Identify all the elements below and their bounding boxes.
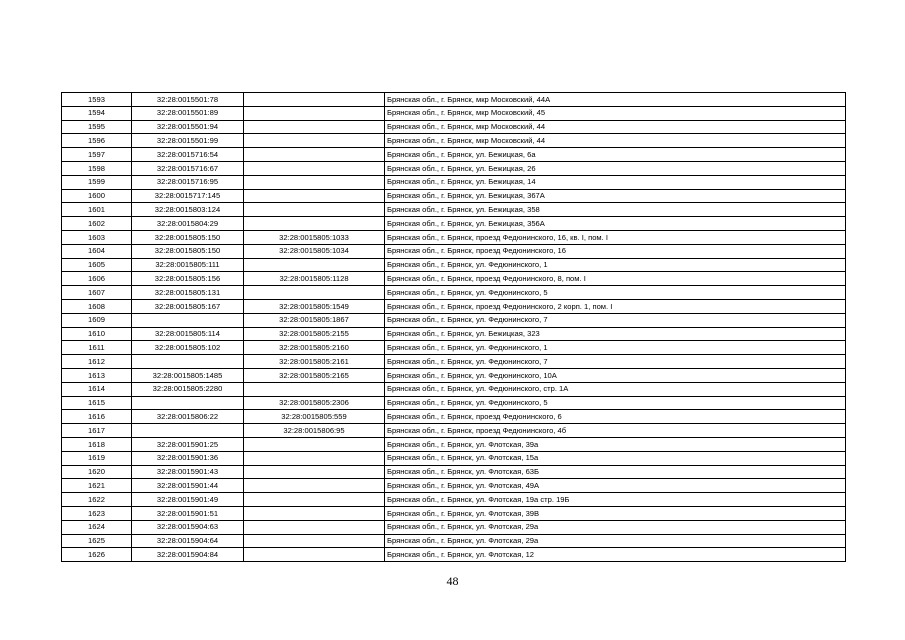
premises-cadastral-number-cell: 32:28:0015805:2160 — [244, 341, 385, 355]
cadastral-number-cell: 32:28:0015805:167 — [132, 299, 244, 313]
table-row — [62, 313, 846, 327]
cadastral-number-cell: 32:28:0015804:29 — [132, 217, 244, 231]
cadastral-number-cell: 32:28:0015501:89 — [132, 106, 244, 120]
premises-cadastral-number-cell — [244, 106, 385, 120]
row-number-cell: 1607 — [62, 286, 132, 300]
table-row — [62, 341, 846, 355]
cadastral-number-cell: 32:28:0015901:49 — [132, 493, 244, 507]
premises-cadastral-number-cell — [244, 258, 385, 272]
row-number-cell: 1602 — [62, 217, 132, 231]
row-number-cell: 1626 — [62, 548, 132, 562]
table-row — [62, 217, 846, 231]
premises-cadastral-number-cell: 32:28:0015805:1549 — [244, 299, 385, 313]
row-number-cell: 1603 — [62, 230, 132, 244]
address-cell: Брянская обл., г. Брянск, ул. Флотская, 29а — [385, 534, 846, 548]
address-cell: Брянская обл., г. Брянск, мкр Московский, 44А — [385, 93, 846, 107]
cadastral-number-cell: 32:28:0015904:63 — [132, 520, 244, 534]
premises-cadastral-number-cell — [244, 203, 385, 217]
page-number: 48 — [446, 574, 459, 588]
cadastral-number-cell: 32:28:0015806:22 — [132, 410, 244, 424]
address-cell: Брянская обл., г. Брянск, мкр Московский, 44 — [385, 134, 846, 148]
address-cell: Брянская обл., г. Брянск, ул. Флотская, 39а — [385, 437, 846, 451]
address-cell: Брянская обл., г. Брянск, ул. Флотская, 12 — [385, 548, 846, 562]
cadastral-number-cell: 32:28:0015901:44 — [132, 479, 244, 493]
row-number-cell: 1609 — [62, 313, 132, 327]
premises-cadastral-number-cell — [244, 437, 385, 451]
table-row — [62, 299, 846, 313]
cadastral-number-cell: 32:28:0015501:78 — [132, 93, 244, 107]
row-number-cell: 1598 — [62, 161, 132, 175]
premises-cadastral-number-cell — [244, 217, 385, 231]
premises-cadastral-number-cell — [244, 120, 385, 134]
cadastral-number-cell: 32:28:0015805:150 — [132, 230, 244, 244]
premises-cadastral-number-cell: 32:28:0015805:1867 — [244, 313, 385, 327]
table-row — [62, 106, 846, 120]
table-row — [62, 161, 846, 175]
cadastral-number-cell: 32:28:0015904:64 — [132, 534, 244, 548]
row-number-cell: 1614 — [62, 382, 132, 396]
address-cell: Брянская обл., г. Брянск, ул. Федюнинского, стр. 1А — [385, 382, 846, 396]
premises-cadastral-number-cell — [244, 451, 385, 465]
address-cell: Брянская обл., г. Брянск, ул. Бежицкая, 6а — [385, 148, 846, 162]
cadastral-number-cell: 32:28:0015805:131 — [132, 286, 244, 300]
table-row — [62, 451, 846, 465]
premises-cadastral-number-cell — [244, 534, 385, 548]
row-number-cell: 1617 — [62, 424, 132, 438]
cadastral-number-cell: 32:28:0015805:156 — [132, 272, 244, 286]
address-cell: Брянская обл., г. Брянск, мкр Московский, 44 — [385, 120, 846, 134]
row-number-cell: 1625 — [62, 534, 132, 548]
row-number-cell: 1608 — [62, 299, 132, 313]
table-row — [62, 272, 846, 286]
address-cell: Брянская обл., г. Брянск, ул. Федюнинского, 1 — [385, 341, 846, 355]
row-number-cell: 1611 — [62, 341, 132, 355]
address-cell: Брянская обл., г. Брянск, ул. Флотская, 39В — [385, 506, 846, 520]
premises-cadastral-number-cell: 32:28:0015805:2161 — [244, 355, 385, 369]
row-number-cell: 1605 — [62, 258, 132, 272]
premises-cadastral-number-cell: 32:28:0015806:95 — [244, 424, 385, 438]
address-cell: Брянская обл., г. Брянск, проезд Федюнинского, 8, пом. I — [385, 272, 846, 286]
table-row — [62, 230, 846, 244]
address-cell: Брянская обл., г. Брянск, ул. Федюнинского, 5 — [385, 286, 846, 300]
premises-cadastral-number-cell — [244, 161, 385, 175]
premises-cadastral-number-cell — [244, 548, 385, 562]
cadastral-number-cell: 32:28:0015805:111 — [132, 258, 244, 272]
address-cell: Брянская обл., г. Брянск, ул. Федюнинского, 10А — [385, 368, 846, 382]
row-number-cell: 1622 — [62, 493, 132, 507]
row-number-cell: 1624 — [62, 520, 132, 534]
address-cell: Брянская обл., г. Брянск, ул. Флотская, 15а — [385, 451, 846, 465]
table-row — [62, 258, 846, 272]
table-row — [62, 520, 846, 534]
premises-cadastral-number-cell: 32:28:0015805:559 — [244, 410, 385, 424]
cadastral-number-cell — [132, 424, 244, 438]
cadastral-number-cell: 32:28:0015716:67 — [132, 161, 244, 175]
cadastral-number-cell: 32:28:0015904:84 — [132, 548, 244, 562]
premises-cadastral-number-cell: 32:28:0015805:2165 — [244, 368, 385, 382]
table-row — [62, 424, 846, 438]
premises-cadastral-number-cell: 32:28:0015805:1033 — [244, 230, 385, 244]
address-cell: Брянская обл., г. Брянск, ул. Бежицкая, 358 — [385, 203, 846, 217]
address-cell: Брянская обл., г. Брянск, ул. Федюнинского, 7 — [385, 355, 846, 369]
address-cell: Брянская обл., г. Брянск, ул. Бежицкая, 367А — [385, 189, 846, 203]
table-row — [62, 148, 846, 162]
table-row — [62, 134, 846, 148]
row-number-cell: 1593 — [62, 93, 132, 107]
row-number-cell: 1595 — [62, 120, 132, 134]
premises-cadastral-number-cell: 32:28:0015805:2306 — [244, 396, 385, 410]
cadastral-number-cell: 32:28:0015805:2280 — [132, 382, 244, 396]
address-cell: Брянская обл., г. Брянск, ул. Федюнинского, 7 — [385, 313, 846, 327]
table-row — [62, 175, 846, 189]
row-number-cell: 1615 — [62, 396, 132, 410]
address-cell: Брянская обл., г. Брянск, ул. Флотская, 29а — [385, 520, 846, 534]
row-number-cell: 1621 — [62, 479, 132, 493]
table-row — [62, 382, 846, 396]
address-cell: Брянская обл., г. Брянск, ул. Бежицкая, 26 — [385, 161, 846, 175]
premises-cadastral-number-cell — [244, 189, 385, 203]
table-row — [62, 355, 846, 369]
row-number-cell: 1616 — [62, 410, 132, 424]
cadastral-number-cell — [132, 355, 244, 369]
premises-cadastral-number-cell: 32:28:0015805:2155 — [244, 327, 385, 341]
row-number-cell: 1594 — [62, 106, 132, 120]
address-cell: Брянская обл., г. Брянск, проезд Федюнинского, 16 — [385, 244, 846, 258]
address-cell: Брянская обл., г. Брянск, ул. Федюнинского, 1 — [385, 258, 846, 272]
cadastral-number-cell: 32:28:0015501:94 — [132, 120, 244, 134]
address-cell: Брянская обл., г. Брянск, проезд Федюнинского, 16, кв. I, пом. I — [385, 230, 846, 244]
table-row — [62, 368, 846, 382]
cadastral-number-cell — [132, 313, 244, 327]
cadastral-number-cell: 32:28:0015805:102 — [132, 341, 244, 355]
row-number-cell: 1604 — [62, 244, 132, 258]
cadastral-number-cell: 32:28:0015716:54 — [132, 148, 244, 162]
address-cell: Брянская обл., г. Брянск, ул. Флотская, 49А — [385, 479, 846, 493]
table-row — [62, 548, 846, 562]
address-cell: Брянская обл., г. Брянск, ул. Бежицкая, 356А — [385, 217, 846, 231]
row-number-cell: 1596 — [62, 134, 132, 148]
cadastral-number-cell: 32:28:0015501:99 — [132, 134, 244, 148]
table-row — [62, 493, 846, 507]
premises-cadastral-number-cell — [244, 479, 385, 493]
table-row — [62, 506, 846, 520]
row-number-cell: 1600 — [62, 189, 132, 203]
row-number-cell: 1613 — [62, 368, 132, 382]
address-cell: Брянская обл., г. Брянск, проезд Федюнинского, 6 — [385, 410, 846, 424]
premises-cadastral-number-cell — [244, 382, 385, 396]
address-cell: Брянская обл., г. Брянск, проезд Федюнинского, 2 корп. 1, пом. I — [385, 299, 846, 313]
premises-cadastral-number-cell — [244, 134, 385, 148]
table-row — [62, 286, 846, 300]
table-row — [62, 465, 846, 479]
row-number-cell: 1623 — [62, 506, 132, 520]
table-row — [62, 479, 846, 493]
table-row — [62, 410, 846, 424]
address-cell: Брянская обл., г. Брянск, ул. Флотская, 19а стр. 19Б — [385, 493, 846, 507]
table-row — [62, 437, 846, 451]
cadastral-number-cell: 32:28:0015805:150 — [132, 244, 244, 258]
address-cell: Брянская обл., г. Брянск, ул. Федюнинского, 5 — [385, 396, 846, 410]
table-row — [62, 120, 846, 134]
cadastral-number-cell: 32:28:0015901:43 — [132, 465, 244, 479]
address-cell: Брянская обл., г. Брянск, ул. Флотская, 63Б — [385, 465, 846, 479]
premises-cadastral-number-cell — [244, 493, 385, 507]
cadastral-number-cell: 32:28:0015805:114 — [132, 327, 244, 341]
premises-cadastral-number-cell — [244, 286, 385, 300]
table-row — [62, 396, 846, 410]
property-registry-table — [61, 92, 846, 562]
row-number-cell: 1620 — [62, 465, 132, 479]
cadastral-number-cell: 32:28:0015901:51 — [132, 506, 244, 520]
premises-cadastral-number-cell — [244, 520, 385, 534]
cadastral-number-cell: 32:28:0015803:124 — [132, 203, 244, 217]
premises-cadastral-number-cell — [244, 506, 385, 520]
cadastral-number-cell: 32:28:0015901:36 — [132, 451, 244, 465]
table-row — [62, 327, 846, 341]
address-cell: Брянская обл., г. Брянск, ул. Бежицкая, 323 — [385, 327, 846, 341]
cadastral-number-cell: 32:28:0015717:145 — [132, 189, 244, 203]
premises-cadastral-number-cell: 32:28:0015805:1034 — [244, 244, 385, 258]
table-row — [62, 203, 846, 217]
row-number-cell: 1619 — [62, 451, 132, 465]
row-number-cell: 1618 — [62, 437, 132, 451]
table-row — [62, 244, 846, 258]
row-number-cell: 1612 — [62, 355, 132, 369]
address-cell: Брянская обл., г. Брянск, ул. Бежицкая, 14 — [385, 175, 846, 189]
premises-cadastral-number-cell — [244, 175, 385, 189]
row-number-cell: 1599 — [62, 175, 132, 189]
address-cell: Брянская обл., г. Брянск, проезд Федюнинского, 4б — [385, 424, 846, 438]
table-row — [62, 189, 846, 203]
premises-cadastral-number-cell — [244, 465, 385, 479]
table-row — [62, 534, 846, 548]
registry-table-body — [62, 93, 846, 562]
premises-cadastral-number-cell: 32:28:0015805:1128 — [244, 272, 385, 286]
table-row — [62, 93, 846, 107]
row-number-cell: 1606 — [62, 272, 132, 286]
premises-cadastral-number-cell — [244, 93, 385, 107]
row-number-cell: 1601 — [62, 203, 132, 217]
premises-cadastral-number-cell — [244, 148, 385, 162]
cadastral-number-cell: 32:28:0015901:25 — [132, 437, 244, 451]
cadastral-number-cell — [132, 396, 244, 410]
address-cell: Брянская обл., г. Брянск, мкр Московский, 45 — [385, 106, 846, 120]
cadastral-number-cell: 32:28:0015716:95 — [132, 175, 244, 189]
row-number-cell: 1597 — [62, 148, 132, 162]
row-number-cell: 1610 — [62, 327, 132, 341]
cadastral-number-cell: 32:28:0015805:1485 — [132, 368, 244, 382]
